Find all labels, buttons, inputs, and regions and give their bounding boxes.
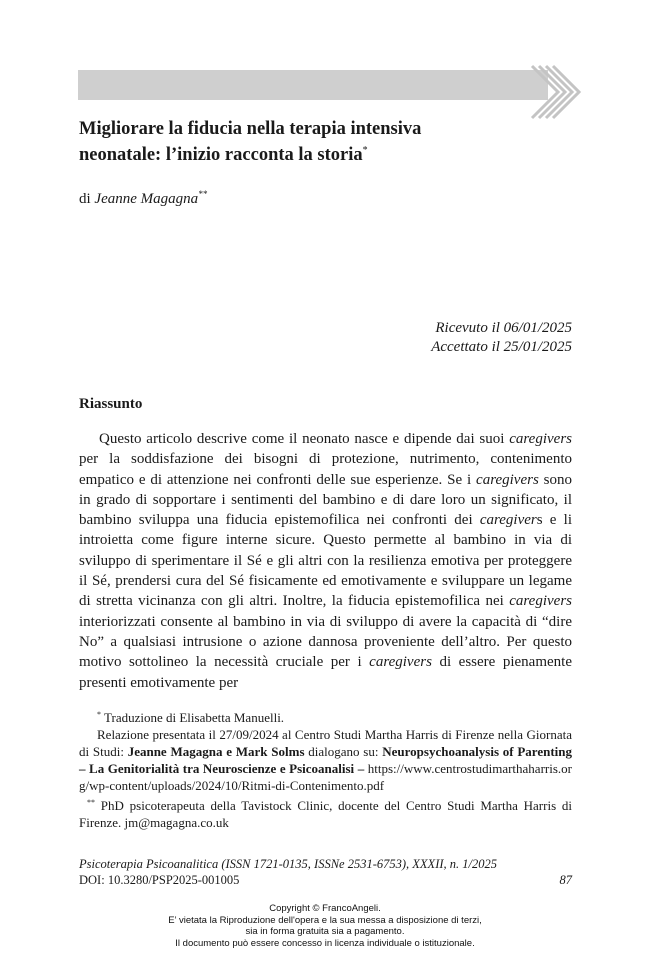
received-date: Ricevuto il 06/01/2025: [435, 320, 572, 336]
abstract-segment-italic: caregivers: [369, 654, 432, 671]
footnote-2-names: Jeanne Magagna e Mark Solms: [127, 744, 305, 759]
abstract-segment-italic: caregivers: [509, 431, 572, 447]
doi: DOI: 10.3280/PSP2025-001005: [79, 873, 240, 887]
footnote-author: [79, 794, 572, 831]
footnote-2-url[interactable]: https://www.centrostudimarthaharris.org/wp-content/uploads/2024/10/Ritmi-di-Contenimento.pdf: [79, 761, 572, 793]
footnote-2-text-b: dialogano su:: [304, 744, 383, 759]
copyright-line-4: Il documento può essere concesso in licenza individuale o istituzionale.: [175, 937, 475, 949]
author-byline: [79, 189, 207, 208]
byline-prefix: di: [79, 191, 91, 207]
copyright-line-3: sia in forma gratuita sia a pagamento.: [245, 926, 405, 937]
footnote-1-mark: *: [97, 710, 101, 719]
footnote-3-mark: **: [87, 798, 95, 807]
accepted-date: Accettato il 25/01/2025: [431, 339, 572, 355]
footnote-1-text: Traduzione di Elisabetta Manuelli.: [104, 710, 285, 725]
abstract-segment: Questo articolo descrive come il neonato nasce e dipende dai suoi: [99, 431, 510, 447]
footnote-2-event: Neuropsychoanalysis of Parenting – La Genitorialità tra Neuroscienze e Psicoanalisi –: [79, 744, 573, 776]
title-line-1: Migliorare la fiducia nella terapia intensiva: [79, 119, 422, 139]
abstract-heading: Riassunto: [79, 396, 143, 412]
abstract-segment: di essere pienamente presenti emotivamente per: [79, 654, 572, 691]
abstract-segment: sono in grado di sopportare i sentimenti del bambino e di dare loro un significato, il bambino sviluppa una fiducia epistemofilica nei confronti dei: [79, 471, 573, 529]
copyright-notice: [0, 903, 650, 949]
chevron-arrows-icon: [522, 62, 582, 122]
footnote-presentation: [79, 726, 572, 794]
footnotes: [79, 706, 572, 831]
journal-citation: Psicoterapia Psicoanalitica (ISSN 1721-0135, ISSNe 2531-6753), XXXII, n. 1/2025: [79, 857, 497, 871]
abstract-segment: per la soddisfazione dei bisogni di protezione, nutrimento, contenimento empatico e di attenzione nei confronti delle sue esperienze. Se i: [79, 451, 572, 488]
abstract-segment: interiorizzati consente al bambino in via di sviluppo di avere la capacità di “dire No” a qualsiasi intrusione o azione dannosa proveniente dell’altro. Per questo motivo sottolineo la necessità cruciale per i: [79, 613, 572, 671]
footnote-2-text-a: Relazione presentata il 27/09/2024 al Centro Studi Martha Harris di Firenze nella Giornata di Studi:: [79, 727, 572, 759]
footnote-3-text: PhD psicoterapeuta della Tavistock Clinic, docente del Centro Studi Martha Harris di Firenze. jm@magagna.co.uk: [79, 798, 572, 830]
title-line-2: neonatale: l’inizio racconta la storia: [79, 145, 363, 165]
copyright-line-2: E’ vietata la Riproduzione dell'opera e la sua messa a disposizione di terzi,: [168, 914, 482, 926]
abstract-body: [79, 429, 572, 693]
author-footnote-mark: **: [198, 189, 208, 199]
title-footnote-mark: *: [362, 145, 368, 156]
article-title: [79, 118, 519, 166]
abstract-segment-italic: caregivers: [509, 593, 572, 610]
author-name: Jeanne Magagna: [94, 191, 199, 207]
page-number: 87: [559, 873, 572, 887]
doi-row: [79, 872, 572, 888]
article-dates: [431, 319, 572, 357]
journal-info: [79, 856, 572, 888]
copyright-line-1: Copyright © FrancoAngeli.: [269, 903, 381, 914]
abstract-segment-italic: caregivers: [476, 471, 539, 488]
header-decoration-bar: [78, 70, 548, 100]
footnote-translation: [79, 706, 572, 726]
abstract-segment: s e li introietta come figure interne sicure. Questo permette al bambino in via di sviluppo di sperimentare il Sé e gli altri con la resilienza emotiva per proteggere il Sé, prendersi cura del Sé fisicamente ed emotivamente e sviluppare un legame di stretta vicinanza con gli altri. Inoltre, la fiducia epistemofilica nei: [79, 512, 572, 610]
abstract-segment-italic: caregiver: [479, 512, 537, 529]
